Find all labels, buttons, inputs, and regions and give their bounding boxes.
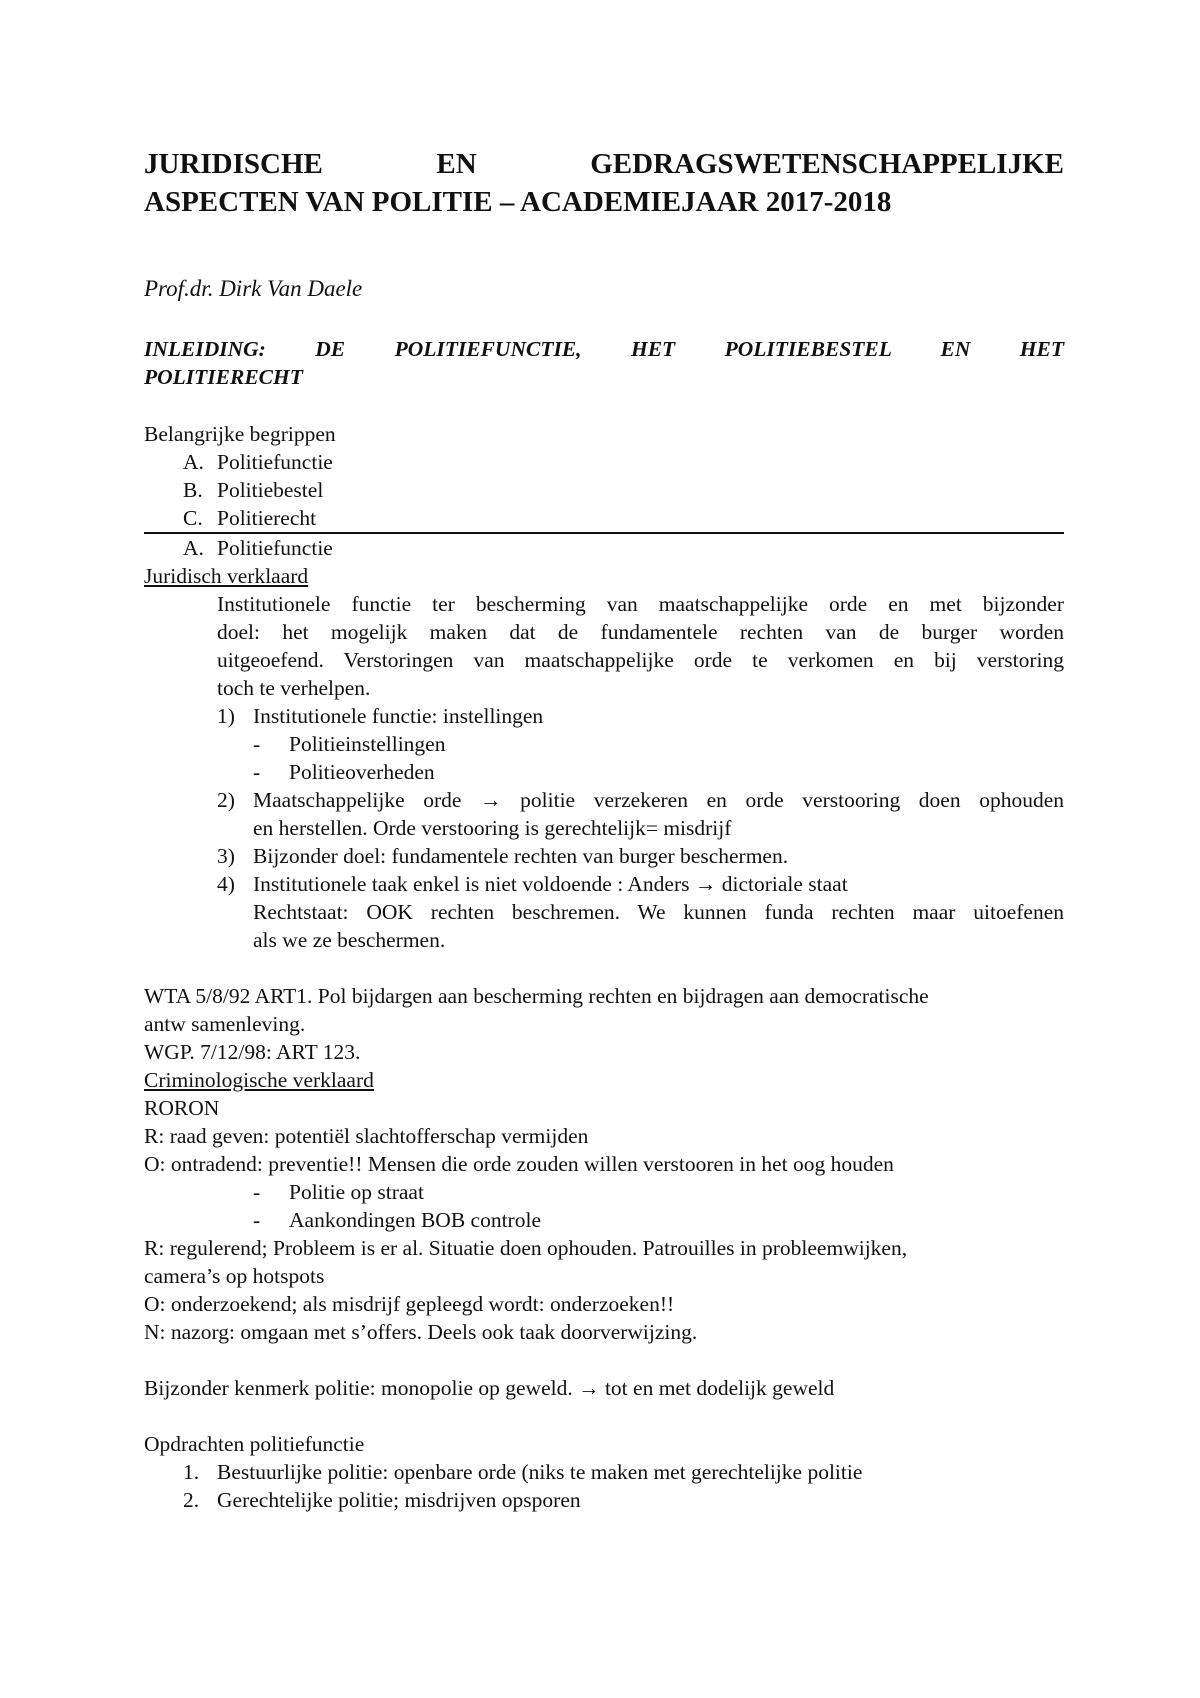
numbered-item <box>253 870 1064 954</box>
sub-bullet <box>253 1206 541 1234</box>
list-marker: 1. <box>183 1460 200 1484</box>
item-text: Institutionele functie: instellingen <box>253 704 544 728</box>
numbered-item <box>217 842 788 870</box>
roron-item-continued: camera’s op hotspots <box>144 1264 325 1288</box>
dash-marker: - <box>253 732 261 756</box>
document-title <box>144 145 1064 221</box>
juridisch-paragraph <box>217 590 1064 702</box>
title-line-1: JURIDISCHE EN GEDRAGSWETENSCHAPPELIJKE <box>144 148 1064 180</box>
section-heading <box>144 335 1064 391</box>
author: Prof.dr. Dirk Van Daele <box>144 276 363 301</box>
item-line: Maatschappelijke orde → politie verzekeren en orde verstooring doen ophouden <box>253 788 1064 812</box>
sub-bullet <box>253 730 445 758</box>
concept-item <box>183 448 333 476</box>
bullet-text: Aankondingen BOB controle <box>289 1208 541 1232</box>
opdrachten-label: Opdrachten politiefunctie <box>144 1432 365 1456</box>
section-heading-line-2: POLITIERECHT <box>144 365 303 389</box>
kenmerk-line: Bijzonder kenmerk politie: monopolie op geweld. → tot en met dodelijk geweld <box>144 1376 835 1400</box>
wgp-line: WGP. 7/12/98: ART 123. <box>144 1040 361 1064</box>
item-line: als we ze beschermen. <box>253 928 446 952</box>
section-a-text: Politiefunctie <box>217 536 333 560</box>
item-line: Institutionele taak enkel is niet voldoende : Anders → dictoriale staat <box>253 872 848 896</box>
list-marker: B. <box>183 478 203 502</box>
list-marker: A. <box>183 536 204 560</box>
title-line-2: ASPECTEN VAN POLITIE – ACADEMIEJAAR 2017-2018 <box>144 186 892 218</box>
item-text: Bijzonder doel: fundamentele rechten van burger beschermen. <box>253 844 789 868</box>
concepts-label: Belangrijke begrippen <box>144 422 336 446</box>
opdracht-text: Bestuurlijke politie: openbare orde (niks te maken met gerechtelijke politie <box>217 1460 863 1484</box>
list-marker: A. <box>183 450 204 474</box>
bullet-text: Politieinstellingen <box>289 732 446 756</box>
paragraph-line: toch te verhelpen. <box>217 676 371 700</box>
concept-item <box>183 504 316 532</box>
paragraph-line: Institutionele functie ter bescherming van maatschappelijke orde en met bijzonder <box>217 592 1064 616</box>
paragraph-line: uitgeoefend. Verstoringen van maatschappelijke orde te verkomen en bij verstoring <box>217 648 1064 672</box>
concept-text: Politiebestel <box>217 478 324 502</box>
roron-item: R: raad geven: potentiël slachtofferschap vermijden <box>144 1124 589 1148</box>
list-marker: C. <box>183 506 203 530</box>
concept-text: Politierecht <box>217 506 317 530</box>
list-marker: 1) <box>217 704 235 728</box>
roron-item: O: onderzoekend; als misdrijf gepleegd wordt: onderzoeken!! <box>144 1292 675 1316</box>
criminologisch-heading: Criminologische verklaard <box>144 1068 374 1092</box>
juridisch-heading: Juridisch verklaard <box>144 564 309 588</box>
list-marker: 2. <box>183 1488 200 1512</box>
dash-marker: - <box>253 760 261 784</box>
section-a-heading <box>183 534 333 562</box>
section-heading-line-1: INLEIDING: DE POLITIEFUNCTIE, HET POLITIEBESTEL EN HET <box>144 337 1064 361</box>
roron-item: R: regulerend; Probleem is er al. Situatie doen ophouden. Patrouilles in probleemwijken, <box>144 1236 908 1260</box>
list-marker: 2) <box>217 788 235 812</box>
list-marker: 4) <box>217 872 235 896</box>
concept-text: Politiefunctie <box>217 450 333 474</box>
dash-marker: - <box>253 1180 261 1204</box>
roron-acronym: RORON <box>144 1096 220 1120</box>
paragraph-line: doel: het mogelijk maken dat de fundamentele rechten van de burger worden <box>217 620 1064 644</box>
item-line: en herstellen. Orde verstooring is gerechtelijk= misdrijf <box>253 816 732 840</box>
dash-marker: - <box>253 1208 261 1232</box>
roron-item: O: ontradend: preventie!! Mensen die orde zouden willen verstooren in het oog houden <box>144 1152 894 1176</box>
concept-item <box>183 476 323 504</box>
bullet-text: Politie op straat <box>289 1180 424 1204</box>
roron-item: N: nazorg: omgaan met s’offers. Deels ook taak doorverwijzing. <box>144 1320 698 1344</box>
sub-bullet <box>253 758 435 786</box>
wta-line: antw samenleving. <box>144 1012 306 1036</box>
wta-line: WTA 5/8/92 ART1. Pol bijdargen aan bescherming rechten en bijdragen aan democratische <box>144 984 929 1008</box>
item-line: Rechtstaat: OOK rechten beschremen. We kunnen funda rechten maar uitoefenen <box>253 900 1064 924</box>
opdracht-text: Gerechtelijke politie; misdrijven opsporen <box>217 1488 581 1512</box>
opdracht-item <box>183 1458 862 1486</box>
list-marker: 3) <box>217 844 235 868</box>
bullet-text: Politieoverheden <box>289 760 435 784</box>
numbered-item <box>217 702 543 730</box>
sub-bullet <box>253 1178 424 1206</box>
numbered-item <box>253 786 1064 842</box>
opdracht-item <box>183 1486 581 1514</box>
